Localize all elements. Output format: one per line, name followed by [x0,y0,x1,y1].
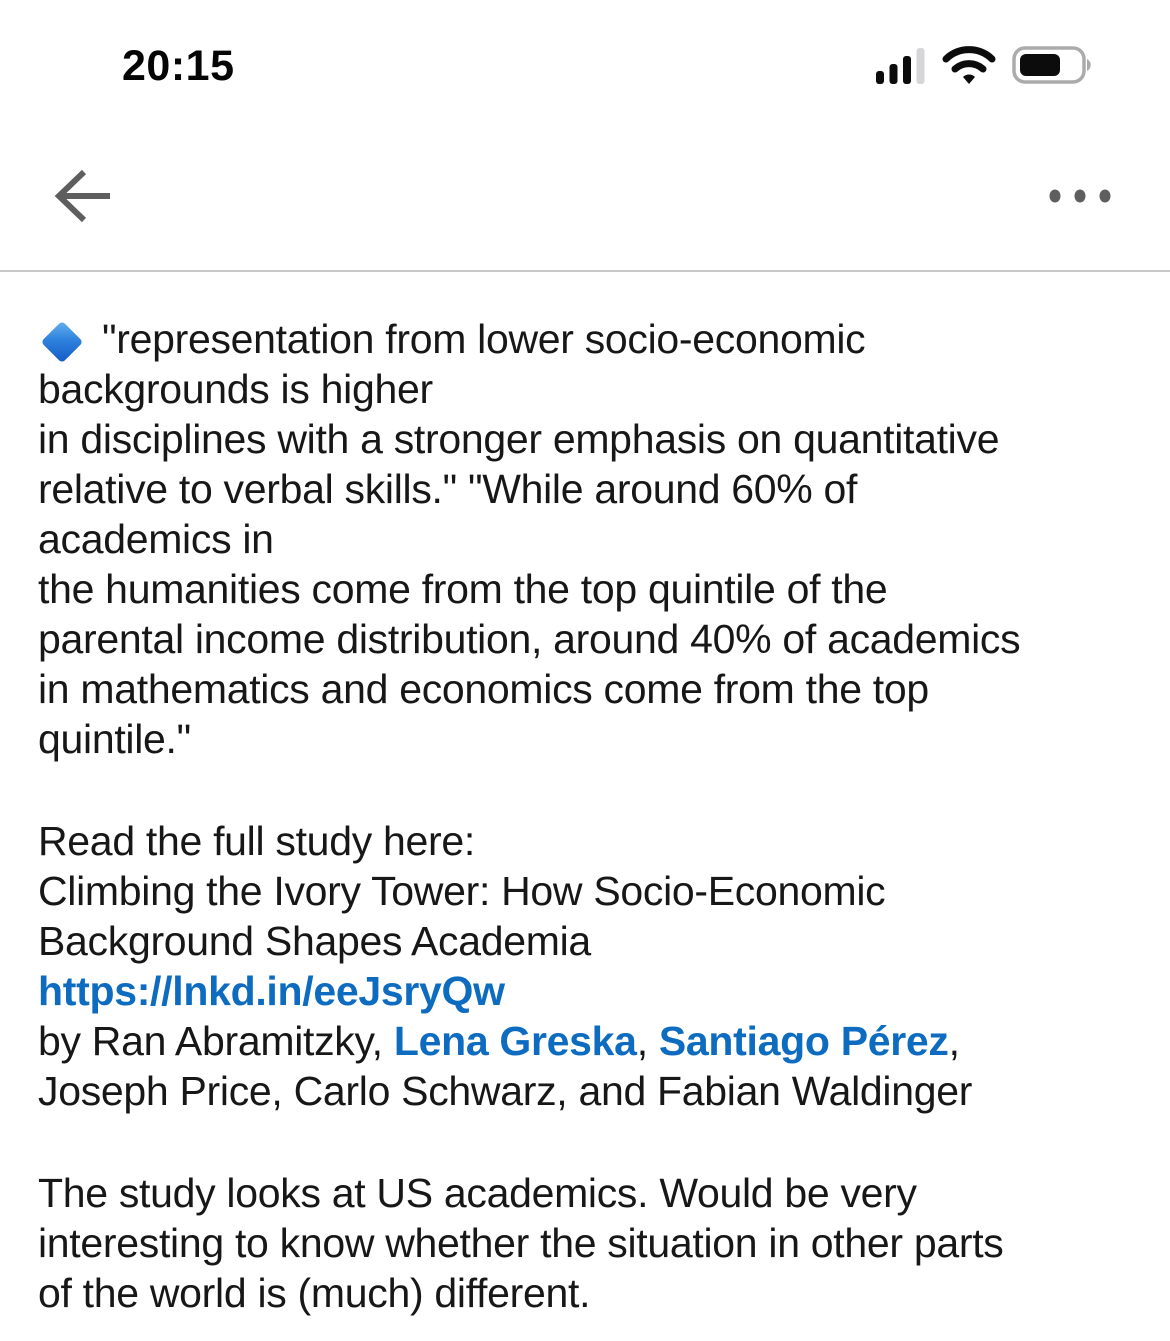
post-paragraph [38,1168,1132,1318]
arrow-left-icon [52,165,114,227]
post-text: , Joseph Price, Carlo Schwarz, and Fabian Waldinger [38,1018,973,1114]
overflow-menu-button[interactable] [1048,185,1112,207]
post-paragraph [38,816,1132,1116]
back-button[interactable] [52,165,114,227]
wifi-icon [942,46,996,86]
post-text: , [636,1018,659,1064]
mention-link[interactable]: Lena Greska [393,1018,637,1064]
battery-icon [1012,46,1094,86]
status-bar [0,0,1170,122]
mention-link[interactable]: Santiago Pérez [658,1018,949,1064]
status-time: 20:15 [122,41,235,90]
ellipsis-icon [1048,185,1112,207]
nav-bar [0,122,1170,272]
blue-diamond-icon [41,321,83,363]
post-text: Read the full study here: Climbing the Ivory Tower: How Socio-Economic Background Shapes Academia [38,818,886,964]
post-text: "representation from lower socio-economic backgrounds is higher in disciplines with a stronger emphasis on quantitative relative to verbal skills." "While around 60% of academics in the humanities come from the top quintile of the parental income distribution, around 40% of academics in mathematics and economics come from the top quintile." [38,316,1021,762]
post-text: The study looks at US academics. Would be very interesting to know whether the situation in other parts of the world is (much) different. [38,1170,1004,1316]
post-text: by Ran Abramitzky, [38,1018,394,1064]
status-icons [876,46,1094,86]
post-content [0,272,1170,1318]
post-paragraph [38,314,1132,764]
cellular-signal-icon [876,48,926,84]
url-link[interactable]: https://lnkd.in/eeJsryQw [38,968,505,1014]
